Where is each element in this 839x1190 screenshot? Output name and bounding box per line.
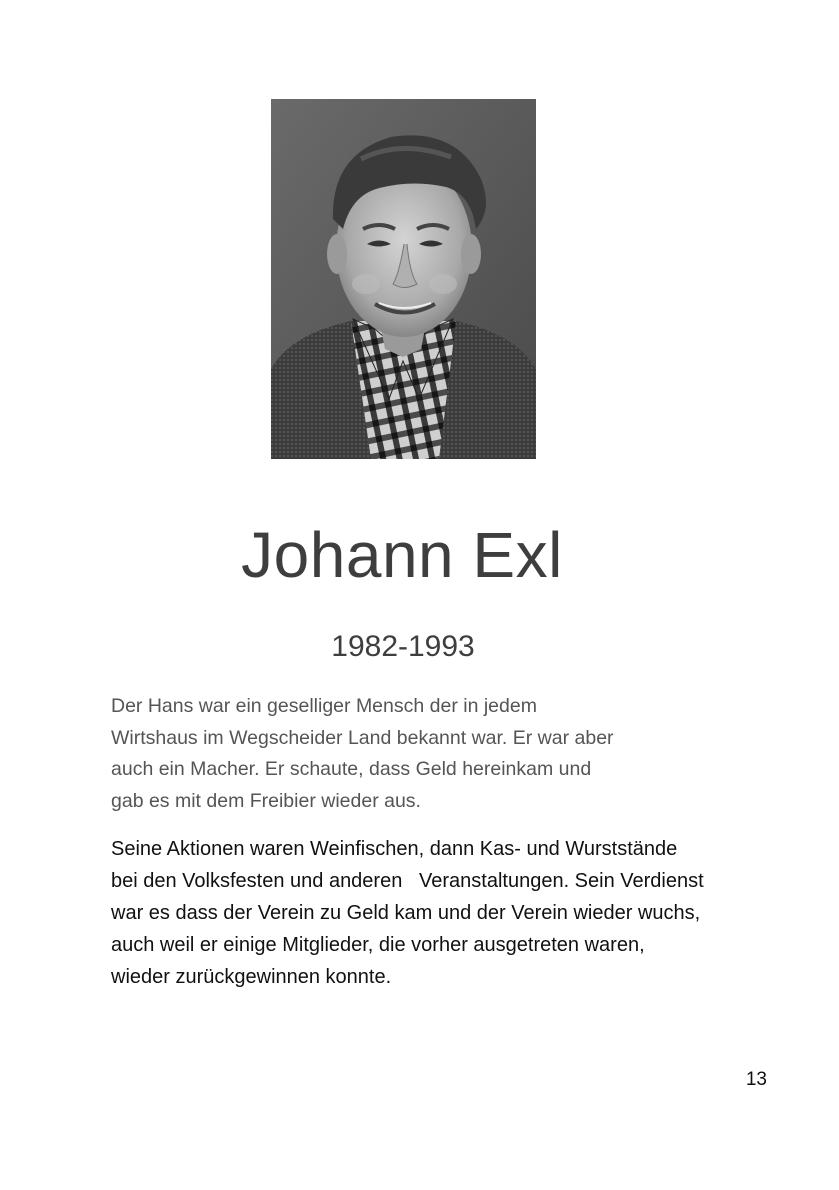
paragraph-line: bei den Volksfesten und anderen Veranstaltungen. Sein Verdienst: [111, 870, 704, 892]
portrait-image: [271, 99, 536, 459]
years-of-service: 1982-1993: [331, 630, 475, 663]
paragraph-line: auch weil er einige Mitglieder, die vorher ausgetreten waren,: [111, 934, 645, 956]
paragraph-actions: [111, 833, 791, 993]
page-number: 13: [745, 1069, 767, 1090]
portrait-photo: [271, 99, 536, 459]
paragraph-line: Wirtshaus im Wegscheider Land bekannt war. Er war aber: [111, 726, 614, 749]
paragraph-line: Der Hans war ein geselliger Mensch der in jedem: [111, 695, 537, 717]
paragraph-line: auch ein Macher. Er schaute, dass Geld hereinkam und: [111, 758, 592, 780]
paragraph-line: gab es mit dem Freibier wieder aus.: [111, 789, 421, 812]
paragraph-line: war es dass der Verein zu Geld kam und der Verein wieder wuchs,: [111, 902, 701, 924]
paragraph-line: wieder zurückgewinnen konnte.: [111, 966, 392, 988]
paragraph-line: Seine Aktionen waren Weinfischen, dann Kas- und Wurststände: [111, 838, 678, 860]
paragraph-intro: [111, 691, 711, 817]
person-name: Johann Exl: [241, 519, 563, 591]
